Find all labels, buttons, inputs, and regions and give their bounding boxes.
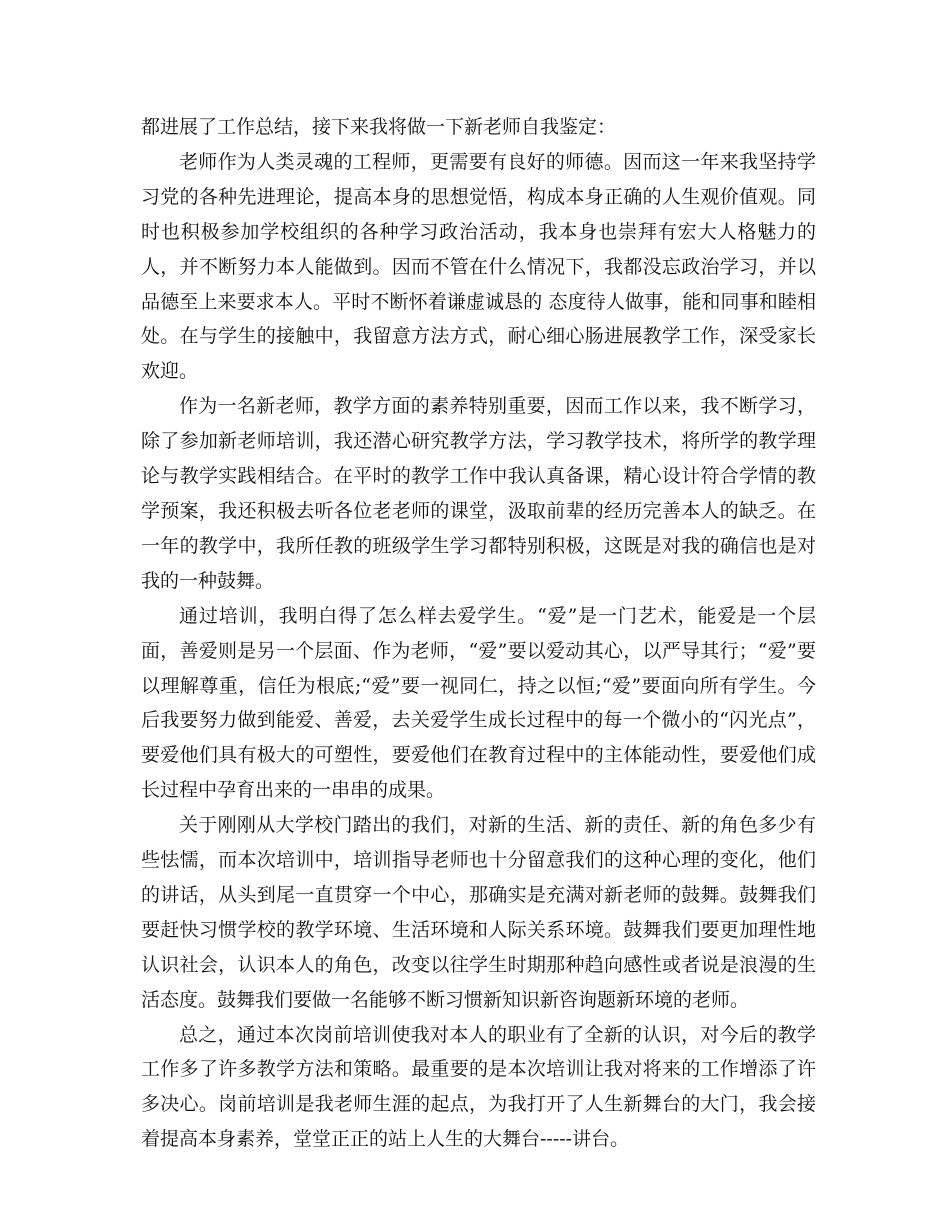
paragraph-conclusion: 总之，通过本次岗前培训使我对本人的职业有了全新的认识，对今后的教学工作多了许多教学方法和策略。最重要的是本次培训让我对将来的工作增添了许多决心。岗前培训是我老师生涯的起点，为我打开了人生新舞台的大门，我会接着提高本身素养，堂堂正正的站上人生的大舞台-----讲台。 [141,1023,816,1151]
paragraph-training-encouragement: 关于刚刚从大学校门踏出的我们，对新的生活、新的责任、新的角色多少有些怯懦，而本次培训中，培训指导老师也十分留意我们的这种心理的变化，他们的讲话，从头到尾一直贯穿一个中心，那确实是充满对新老师的鼓舞。鼓舞我们要赶快习惯学校的教学环境、生活环境和人际关系环境。鼓舞我们要更加理性地认识社会，认识本人的角色，改变以往学生时期那种趋向感性或者说是浪漫的生活态度。鼓舞我们要做一名能够不断习惯新知识新咨询题新环境的老师。 [141,814,816,1011]
paragraph-teacher-ethics: 老师作为人类灵魂的工程师，更需要有良好的师德。因而这一年来我坚持学习党的各种先进理论，提高本身的思想觉悟，构成本身正确的人生观价值观。同时也积极参加学校组织的各种学习政治活动，我本身也崇拜有宏大人格魅力的人，并不断努力本人能做到。因而不管在什么情况下，我都没忘政治学习，并以品德至上来要求本人。平时不断怀着谦虚诚恳的 态度待人做事，能和同事和睦相处。在与学生的接触中，我留意方法方式，耐心细心肠进展教学工作，深受家长欢迎。 [141,150,816,383]
document-body [141,110,816,1157]
paragraph-love-students: 通过培训，我明白得了怎么样去爱学生。“爱”是一门艺术，能爱是一个层面，善爱则是另一个层面、作为老师，“爱”要以爱动其心，以严导其行；“爱”要以理解尊重，信任为根底;“爱”要一视同仁，持之以恒;“爱”要面向所有学生。今后我要努力做到能爱、善爱，去关爱学生成长过程中的每一个微小的“闪光点”，要爱他们具有极大的可塑性，要爱他们在教育过程中的主体能动性，要爱他们成长过程中孕育出来的一串串的成果。 [141,604,816,802]
paragraph-continuation: 都进展了工作总结，接下来我将做一下新老师自我鉴定： [141,116,617,138]
paragraph-teaching-skills: 作为一名新老师，教学方面的素养特别重要，因而工作以来，我不断学习，除了参加新老师培训，我还潜心研究教学方法，学习教学技术，将所学的教学理论与教学实践相结合。在平时的教学工作中我认真备课，精心设计符合学情的教学预案，我还积极去听各位老老师的课堂，汲取前辈的经历完善本人的缺乏。在一年的教学中，我所任教的班级学生学习都特别积极，这既是对我的确信也是对我的一种鼓舞。 [141,395,816,592]
